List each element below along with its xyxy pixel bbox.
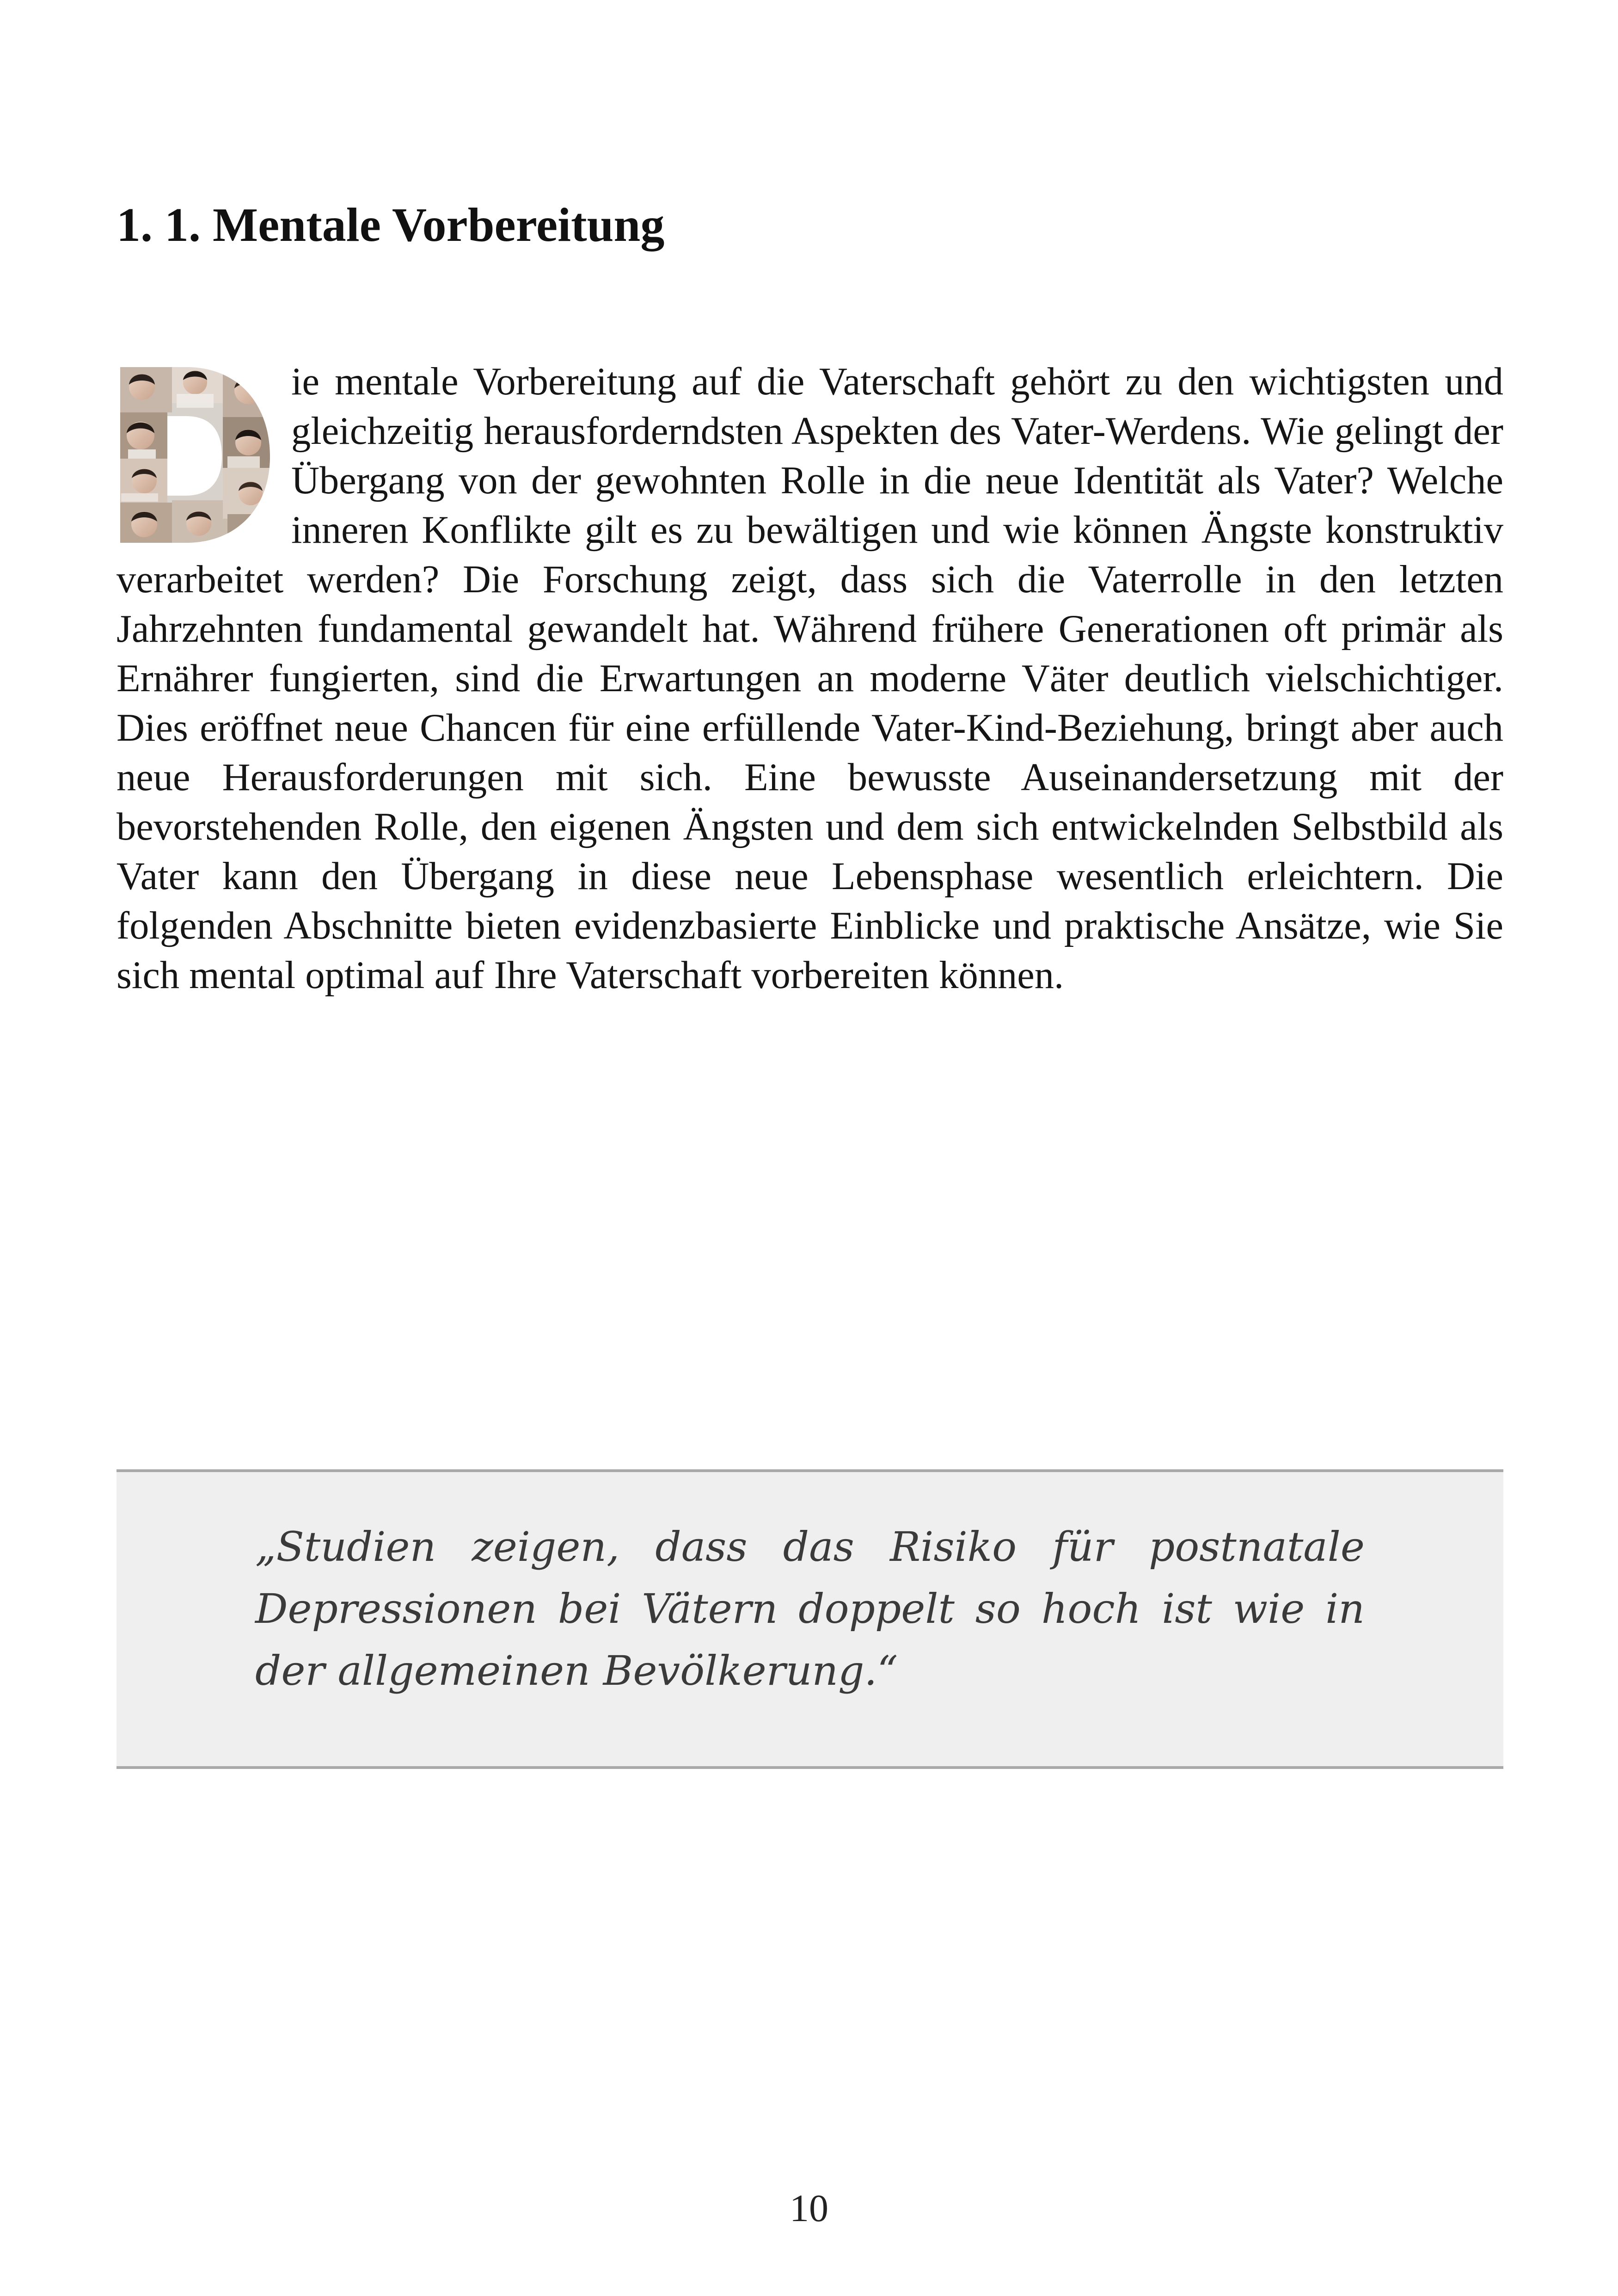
body-paragraph bbox=[116, 357, 1503, 1000]
photo-collage-letter-d-icon bbox=[116, 362, 274, 547]
quote-box bbox=[116, 1469, 1503, 1769]
section-heading: 1. 1. Mentale Vorbereitung bbox=[116, 198, 665, 252]
page-number: 10 bbox=[790, 2187, 828, 2230]
body-paragraph-text: ie mentale Vorbereitung auf die Vaterschaft gehört zu den wichtigsten und gleichzeitig herausforderndsten Aspekten des Vater-Werdens. Wie gelingt der Übergang von der gewohnten Rolle in die neue Identität als Vater? Welche inneren Konflikte gilt es zu bewältigen und wie können Ängste konstruktiv verarbeitet werden? Die Forschung zeigt, dass sich die Vaterrolle in den letzten Jahrzehnten fundamental gewandelt hat. Während frühere Generationen oft primär als Ernährer fungierten, sind die Erwartungen an moderne Väter deutlich vielschichtiger. Dies eröffnet neue Chancen für eine erfüllende Vater-Kind-Beziehung, bringt aber auch neue Herausforderungen mit sich. Eine bewusste Auseinandersetzung mit der bevorstehenden Rolle, den eigenen Ängsten und dem sich entwickelnden Selbstbild als Vater kann den Übergang in diese neue Lebensphase wesentlich erleichtern. Die folgenden Abschnitte bieten evidenzbasierte Einblicke und praktische Ansätze, wie Sie sich mental optimal auf Ihre Vaterschaft vorbereiten können. bbox=[116, 360, 1503, 997]
quote-text: „Studien zeigen, dass das Risiko für postnatale Depressionen bei Vätern doppelt so hoch ist wie in der allgemeinen Bevölkerung.“ bbox=[255, 1523, 1365, 1694]
